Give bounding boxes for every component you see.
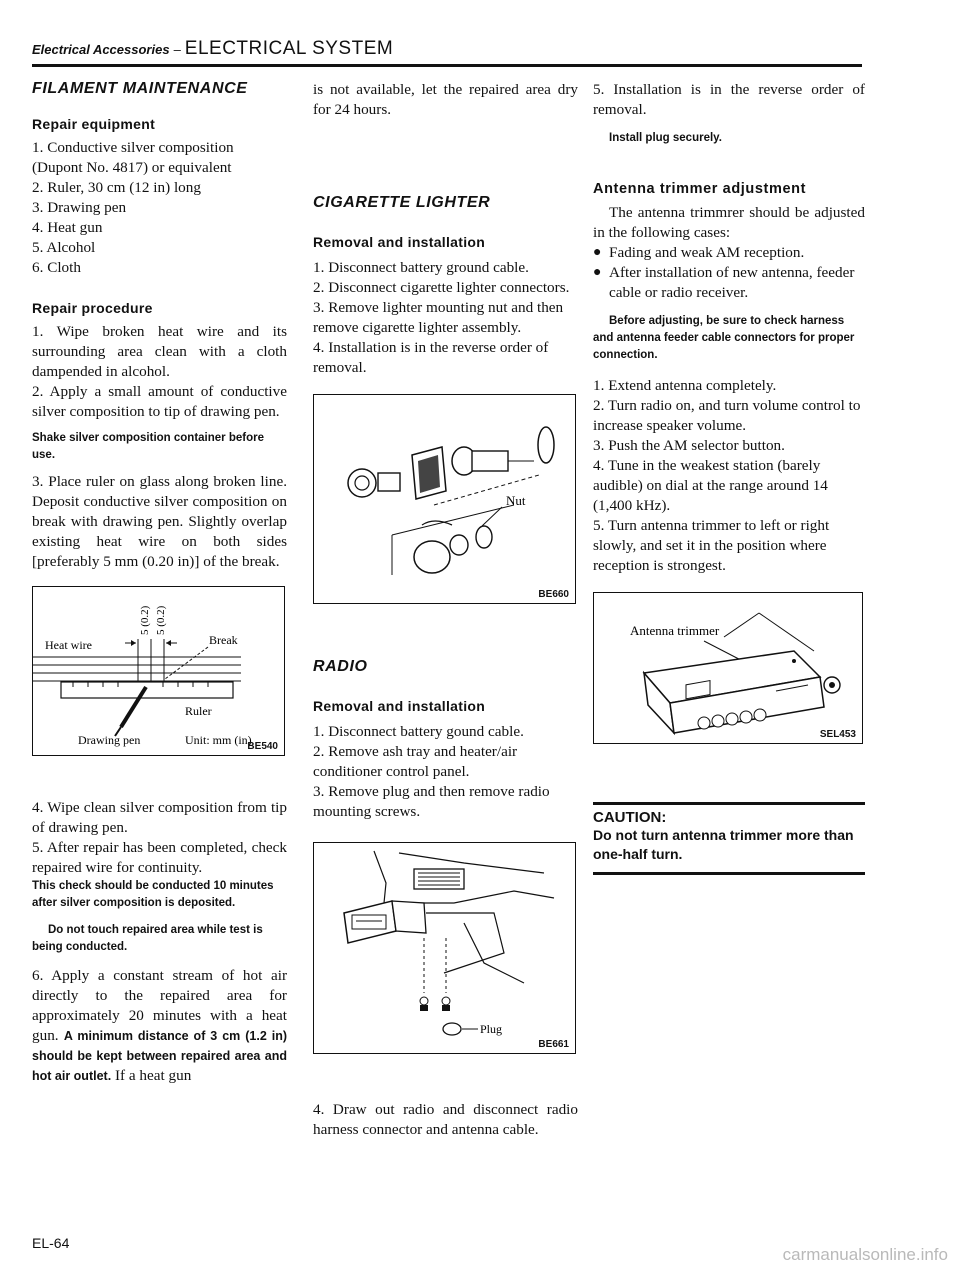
- procedure-step-5: 5. After repair has been completed, check repaired wire for continuity.: [32, 839, 287, 876]
- break-label: Break: [209, 633, 238, 647]
- continued-text: is not available, let the repaired area dry for 24 hours.: [313, 81, 578, 118]
- caution-title: CAUTION:: [593, 809, 667, 826]
- ruler-label: Ruler: [185, 704, 212, 718]
- radio-removal-heading: Removal and installation: [313, 698, 486, 714]
- unit-label: Unit: mm (in): [185, 733, 252, 747]
- note-shake: Shake silver composition container before use.: [32, 432, 264, 461]
- caution-text: Do not turn antenna trimmer more than one-half turn.: [593, 827, 854, 862]
- list-item: 1. Disconnect battery gound cable.: [313, 723, 524, 740]
- drawing-pen-label: Drawing pen: [78, 733, 141, 747]
- nut-label: Nut: [506, 493, 526, 508]
- column-3: [593, 80, 865, 875]
- bullet-icon: ●: [593, 245, 602, 260]
- step-6-tail: If a heat gun: [114, 1067, 192, 1084]
- cigarette-lighter-heading: CIGARETTE LIGHTER: [313, 194, 491, 211]
- antenna-trimmer-label: Antenna trimmer: [630, 623, 720, 638]
- procedure-step-3: 3. Place ruler on glass along broken line. Deposit conductive silver composition on break with drawing pen. Slightly overlap existing heat wire on both sides [preferably 5 mm (0.20 in)] of the break.: [32, 473, 287, 570]
- section-name: Electrical Accessories: [32, 42, 170, 57]
- list-item: 1. Extend antenna completely.: [593, 377, 777, 394]
- list-item: 5. Turn antenna trimmer to left or right slowly, and set it in the position where reception is strongest.: [593, 517, 830, 574]
- list-item: 2. Disconnect cigarette lighter connectors.: [313, 279, 570, 296]
- list-item: 2. Turn radio on, and turn volume control to increase speaker volume.: [593, 397, 861, 434]
- cigarette-steps: [313, 258, 578, 378]
- antenna-trimmer-heading: Antenna trimmer adjustment: [593, 181, 806, 197]
- list-item: 2. Ruler, 30 cm (12 in) long: [32, 179, 201, 196]
- bullet-text: Fading and weak AM reception.: [609, 244, 805, 261]
- figure-code: SEL453: [819, 729, 856, 740]
- continuity-note: This check should be conducted 10 minutes after silver composition is deposited.: [32, 880, 274, 909]
- heat-wire-label: Heat wire: [45, 638, 92, 652]
- step-6-bold: A minimum distance of 3 cm (1.2 in) should be kept between repaired area and hot air outlet.: [32, 1029, 287, 1083]
- step-6-text: 6. Apply a constant stream of hot air directly to the repaired area for approximately 20 minutes with a heat gun.: [32, 967, 287, 1044]
- note-before-adjusting: Before adjusting, be sure to check harness and antenna feeder cable connectors for proper connection.: [593, 315, 855, 361]
- list-item: 6. Cloth: [32, 259, 81, 276]
- bullet-item: [593, 263, 865, 303]
- procedure-step-2: 2. Apply a small amount of conductive silver composition to tip of drawing pen.: [32, 383, 287, 420]
- figure-code: BE661: [538, 1039, 569, 1050]
- figure-code: BE660: [538, 589, 569, 600]
- note-do-not-touch: Do not touch repaired area while test is being conducted.: [32, 924, 263, 953]
- figure-code: BE540: [247, 741, 278, 752]
- list-item: 5. Alcohol: [32, 239, 96, 256]
- note-install-plug: Install plug securely.: [609, 132, 722, 144]
- list-item: 3. Remove lighter mounting nut and then remove cigarette lighter assembly.: [313, 299, 564, 336]
- antenna-trimmer-diagram: [594, 593, 862, 743]
- dim-label-2: 5 (0.2): [155, 605, 167, 635]
- list-item: 4. Heat gun: [32, 219, 103, 236]
- cigarette-lighter-diagram: [314, 395, 575, 603]
- list-item: 3. Push the AM selector button.: [593, 437, 785, 454]
- plug-label: Plug: [480, 1022, 503, 1036]
- figure-sel453: [593, 592, 863, 744]
- equipment-list: [32, 138, 287, 278]
- equipment-heading: Repair equipment: [32, 116, 156, 132]
- heat-wire-repair-diagram: [33, 587, 284, 755]
- procedure-heading: Repair procedure: [32, 300, 153, 316]
- antenna-steps: [593, 376, 865, 576]
- list-item: 1. Disconnect battery ground cable.: [313, 259, 529, 276]
- installation-step-5: 5. Installation is in the reverse order of removal.: [593, 81, 865, 118]
- header-dash: –: [173, 42, 181, 57]
- bullet-text: After installation of new antenna, feeder cable or radio receiver.: [609, 264, 855, 301]
- watermark: carmanualsonline.info: [782, 1245, 948, 1264]
- procedure-step-4: 4. Wipe clean silver composition from tip of drawing pen.: [32, 799, 287, 836]
- antenna-intro: The antenna trimmrer should be adjusted in the following cases:: [593, 204, 865, 241]
- page-header: [32, 38, 862, 67]
- radio-removal-diagram: [314, 843, 575, 1053]
- procedure-step-1: 1. Wipe broken heat wire and its surrounding area clean with a cloth dampended in alcohol.: [32, 323, 287, 380]
- radio-steps: [313, 722, 578, 822]
- bullet-icon: ●: [593, 265, 602, 280]
- figure-be540: [32, 586, 285, 756]
- list-item: 1. Conductive silver composition (Dupont No. 4817) or equivalent: [32, 139, 234, 176]
- bullet-item: [593, 243, 865, 263]
- procedure-step-6: [32, 966, 287, 1086]
- radio-heading: RADIO: [313, 658, 368, 675]
- caution-box: [593, 802, 865, 875]
- filament-heading: FILAMENT MAINTENANCE: [32, 80, 248, 97]
- list-item: 3. Remove plug and then remove radio mounting screws.: [313, 783, 550, 820]
- list-item: 4. Installation is in the reverse order of removal.: [313, 339, 549, 376]
- figure-be660: [313, 394, 576, 604]
- column-2: [313, 80, 578, 1146]
- page-number: EL-64: [32, 1235, 70, 1251]
- figure-be661: [313, 842, 576, 1054]
- list-item: 3. Drawing pen: [32, 199, 127, 216]
- list-item: 4. Tune in the weakest station (barely audible) on dial at the range around 14 (1,400 kHz).: [593, 457, 828, 514]
- column-1: [32, 80, 287, 1086]
- cigarette-removal-heading: Removal and installation: [313, 234, 486, 250]
- radio-step-4: 4. Draw out radio and disconnect radio harness connector and antenna cable.: [313, 1101, 578, 1138]
- list-item: 2. Remove ash tray and heater/air conditioner control panel.: [313, 743, 518, 780]
- dim-label-1: 5 (0.2): [139, 605, 151, 635]
- page-title: ELECTRICAL SYSTEM: [184, 38, 394, 59]
